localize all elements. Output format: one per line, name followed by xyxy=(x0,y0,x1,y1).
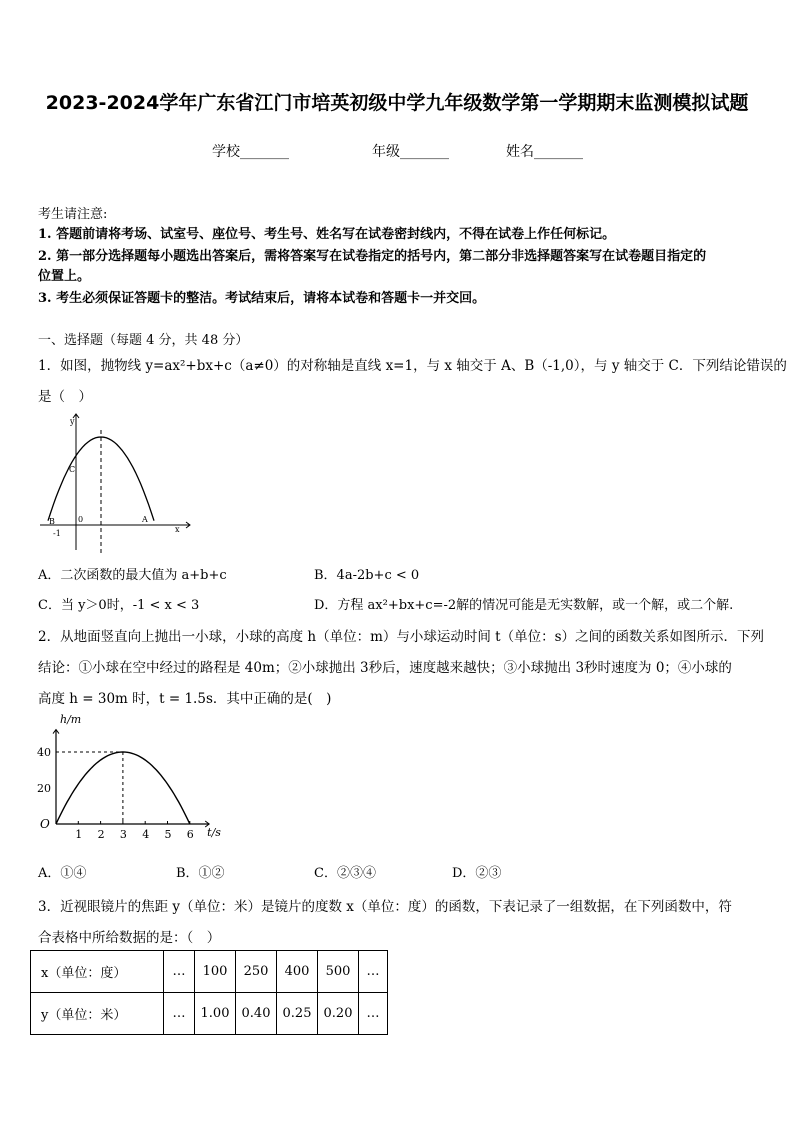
q2-x-tick-label: 2 xyxy=(97,828,105,841)
q2-stem-line1: 2．从地面竖直向上抛出一小球，小球的高度 h（单位：m）与小球运动时间 t（单位：s）之间的函数关系如图所示．下列 xyxy=(38,629,765,645)
table-row xyxy=(31,993,388,1035)
q2-x-tick-label: 4 xyxy=(142,828,150,841)
q1-label-minus1: -1 xyxy=(53,529,61,538)
table-row xyxy=(31,951,388,993)
table-cell: 400 xyxy=(277,951,318,993)
q1-label-y: y xyxy=(70,417,75,426)
q2-y-tick-label: 40 xyxy=(37,746,51,759)
q2-x-tick-label: 3 xyxy=(119,828,127,841)
table-cell: 0.40 xyxy=(236,993,277,1035)
grade-field: 年级_______ xyxy=(372,144,449,160)
q2-option-b: B．①② xyxy=(176,866,225,881)
q2-height-time-chart xyxy=(30,712,230,842)
table-cell: … xyxy=(164,993,195,1035)
table-cell: 100 xyxy=(195,951,236,993)
table-cell: 500 xyxy=(318,951,359,993)
notice-item-2: 2. 第一部分选择题每小题选出答案后，需将答案写在试卷指定的括号内，第二部分非选择题答案写在试卷题目指定的 xyxy=(38,249,707,264)
q1-label-a: A xyxy=(142,515,148,524)
notice-item-1: 1. 答题前请将考场、试室号、座位号、考生号、姓名写在试卷密封线内，不得在试卷上作任何标记。 xyxy=(38,227,616,242)
q1-stem-line1: 1．如图，抛物线 y=ax²+bx+c（a≠0）的对称轴是直线 x=1，与 x 轴交于 A、B（-1,0），与 y 轴交于 C．下列结论错误的 xyxy=(38,358,787,374)
q1-label-o: 0 xyxy=(78,515,84,524)
q2-x-tick-label: 5 xyxy=(164,828,172,841)
page-title: 2023-2024学年广东省江门市培英初级中学九年级数学第一学期期末监测模拟试题 xyxy=(45,92,749,114)
q2-x-tick-label: 1 xyxy=(75,828,83,841)
table-row-label: y（单位：米） xyxy=(31,993,164,1035)
q1-option-b: B．4a-2b+c < 0 xyxy=(314,568,420,583)
q2-origin-label: O xyxy=(40,817,50,831)
q2-option-a: A．①④ xyxy=(38,866,87,881)
q3-stem-line1: 3．近视眼镜片的焦距 y（单位：米）是镜片的度数 x（单位：度）的函数，下表记录了一组数据，在下列函数中，符 xyxy=(38,899,732,915)
section-heading: 一、选择题（每题 4 分，共 48 分） xyxy=(38,333,249,348)
notice-item-3: 3. 考生必须保证答题卡的整洁。考试结束后，请将本试卷和答题卡一并交回。 xyxy=(38,291,486,306)
table-cell: … xyxy=(164,951,195,993)
notice-item-2-cont: 位置上。 xyxy=(38,269,91,284)
q2-stem-line2: 结论：①小球在空中经过的路程是 40m；②小球抛出 3秒后，速度越来越快；③小球抛出 3秒时速度为 0；④小球的 xyxy=(38,660,732,676)
table-cell: … xyxy=(359,993,388,1035)
q1-label-c: C xyxy=(69,465,76,474)
q1-label-b: B xyxy=(49,517,55,526)
table-cell: … xyxy=(359,951,388,993)
q1-parabola-graph xyxy=(40,410,200,556)
q2-stem-line3: 高度 h = 30m 时，t = 1.5s．其中正确的是( ) xyxy=(38,691,332,707)
q3-data-table xyxy=(30,950,388,1035)
q1-stem-line2: 是（ ） xyxy=(38,389,92,405)
q1-option-d: D．方程 ax²+bx+c=-2解的情况可能是无实数解，或一个解，或二个解. xyxy=(314,598,734,613)
table-cell: 250 xyxy=(236,951,277,993)
q2-option-d: D．②③ xyxy=(452,866,502,881)
table-cell: 0.20 xyxy=(318,993,359,1035)
q3-stem-line2: 合表格中所给数据的是：（ ） xyxy=(38,930,221,946)
q2-y-axis-label: h/m xyxy=(60,713,82,726)
table-cell: 1.00 xyxy=(195,993,236,1035)
notice-heading: 考生请注意: xyxy=(38,207,108,222)
table-cell: 0.25 xyxy=(277,993,318,1035)
q2-option-c: C．②③④ xyxy=(314,866,376,881)
q1-label-x: x xyxy=(175,525,180,534)
school-field: 学校_______ xyxy=(212,144,289,160)
q2-x-tick-label: 6 xyxy=(186,828,194,841)
q2-y-tick-label: 20 xyxy=(37,782,51,795)
q1-option-c: C．当 y＞0时，-1 < x < 3 xyxy=(38,598,200,613)
name-field: 姓名_______ xyxy=(506,144,583,160)
q2-x-axis-label: t/s xyxy=(207,826,221,839)
table-row-label: x（单位：度） xyxy=(31,951,164,993)
q1-option-a: A．二次函数的最大值为 a+b+c xyxy=(38,568,227,583)
